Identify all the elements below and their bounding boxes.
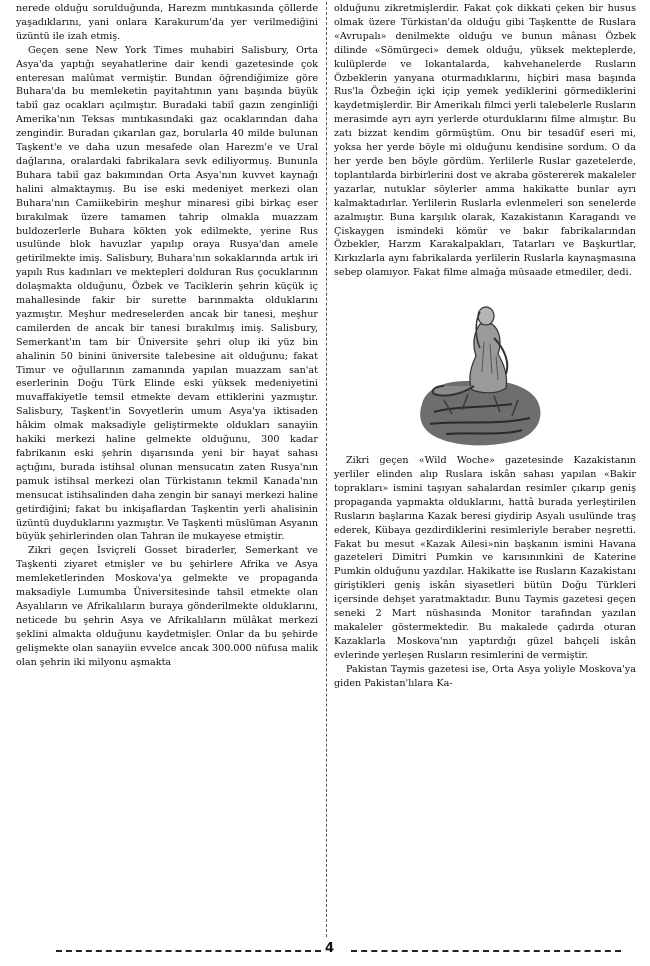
document-page <box>16 2 636 962</box>
paragraph: Geçen sene New York Times muhabiri Salisbury, Orta Asya'da yaptığı seyahatlerine dair kendi gazetesinde çok enteresan malûmat vermiştir. Bundan öğrendiğimize göre Buhara'da bu memleketin payitahtının yanı başında büyük tabiî gaz ocakları açılmıştır. Buradaki tabiî gazın zenginliği Amerika'nın Teksas mıntıkasındaki gaz ocaklarından daha zengindir. Buradan çıkarılan gaz, borularla 40 milde bulunan Taşkent'e ve daha uzun mesafede olan Harezm'e ve Ural dağlarına, oralardaki fabrikalara sevk ediliyormuş. Bununla Buhara tabiî gaz bakımından Orta Asya'nın kuvvet kaynağı halini almaktaymış. Bu ise eski medeniyet merkezi olan Buhara'nın Camiikebirin meşhur minaresi gibi birkaç eser bırakılmak üzere tamamen tahrip olmakla muazzam buldozerlerle Buhara kökten yok edilmekte, yerine Rus usulünde blok havuzlar yapılıp oraya Rusya'dan amele getirilmekte imiş. Salisbury, Buhara'nın sokaklarında artık iri yapılı Rus kadınları ve mektepleri dolduran Rus çocuklarının dolaşmakta olduğunu, Özbek ve Taciklerin şehrin küçük iç mahallesinde fakir bir surette barınmakta olduklarını yazmıştır. Meşhur medreselerden ancak bir tanesi, meşhur camilerden de ancak bir tanesi bırakılmış imiş. Salisbury, Semerkant'ın tam bir Üniversite şehri olup iki yüz bin ahalinin 50 binini üniversite talebesine ait olduğunu; fakat Timur ve oğullarının zamanında yapılan muazzam san'at eserlerinin Doğu Türk Elinde eski yüksek medeniyetini muvaffakiyetle temsil etmekte devam ettiklerini yazmıştır. Salisbury, Taşkent'in Sovyetlerin umum Asya'ya iktisaden hâkim olmak maksadiyle geliştirmekte oldukları sanayiin hakiki merkezi haline gelmekte olduğunu, 300 kadar fabrikanın eski şehrin dışarısında yeni bir hayat sahası açtığını, burada istihsal olunan mensucatın zaten Rusya'nın pamuk istihsal merkezi olan Türkistanın tekmil Kanada'nın mensucat istihsalinden daha zengin bir sanayi merkezi haline getirdiğini; fakat bu inkişaflardan Taşkentin yerli ahalisinin üzüntü duyduklarını yazmıştır. Ve Taşkenti müslüman Asyanın büyük şehirlerinden olan Tahran ile mukayese etmiştir. <box>16 44 318 543</box>
paragraph: Pakistan Taymis gazetesi ise, Orta Asya yoliyle Moskova'ya giden Pakistan'lılara Ka- <box>334 663 636 689</box>
left-column <box>16 2 318 670</box>
column-divider <box>326 2 327 937</box>
right-column <box>334 2 636 691</box>
seated-figure-statue-illustration <box>334 282 636 454</box>
footer-rule-right <box>351 950 621 952</box>
footer-rule-left <box>56 950 321 952</box>
paragraph: Zikri geçen «Wild Woche» gazetesinde Kazakistanın yerliler elinden alıp Ruslara iskân sahası yapılan «Bakir toprakları» ismini taşıyan sahalardan resimler çıkarıp geniş propaganda yapmakta olduklarını, hattâ burada yerleştirilen Rusların başlarına Kazak beresi giydirip Asyalı usulünde traş ederek, Kübaya gezdirdiklerini resimleriyle beraber neşretti. Fakat bu mesut «Kazak Ailesi»nin başkanın ismini Havana gazeteleri Dimitri Pumkin ve karısınınkini de Katerine Pumkin olduğunu yazdılar. Hakikatte ise Rusların Kazakistanı giriştikleri geniş iskân siyasetleri bütün Doğu Türkleri içersinde dehşet yaratmaktadır. Bunu Taymis gazetesi geçen seneki 2 Mart nüshasında Monitor tarafından yazılan makaleler göstermektedir. Bu makalede çadırda oturan Kazaklarla Moskova'nın yaptırdığı güzel bahçeli iskân evlerinde yerleşen Rusların resimlerini de vermiştir. <box>334 455 636 661</box>
figure <box>334 282 636 454</box>
paragraph: Zikri geçen İsviçreli Gosset biraderler, Semerkant ve Taşkenti ziyaret etmişler ve bu şehirlere Afrika ve Asya memleketlerinden Moskova'ya gelmekte ve propaganda maksadiyle Lumumba Üniversitesinde tahsil etmekte olan Asyalıların ve Afrikalıların buraya gönderilmekte olduklarını, neticede bu şehrin Asya ve Afrikalıların mülâkat merkezi şeklini almakta olduğunu kaydetmişler. Onlar da bu şehirde gelişmekte olan sanayiin evvelce ancak 300.000 nüfusa malik olan şehrin iki milyonu aşmakta <box>16 545 318 668</box>
paragraph: olduğunu zikretmişlerdir. Fakat çok dikkati çeken bir husus olmak üzere Türkistan'da olduğu gibi Taşkentte de Ruslara «Avrupalı» denilmekte olduğu ve bunun mânası Özbek dilinde «Sömürgeci» demek olduğu, yüksek mekteplerde, kulüplerde ve lokantalarda, kahvehanelerde Rusların Özbeklerin yanyana oturmadıklarını, hiçbiri masa başında Rus'la Özbeğin içki içip yemek yediklerini görmediklerini kaydetmişlerdir. Bir Amerikalı filmci yerli talebelerle Rusların merasimde ayrı ayrı yerlerde oturduklarını filme almıştır. Bu zatı bizzat kendim görmüştüm. Onu bir tesadüf eseri mi, yoksa her yerde böyle mi olduğunu kendisine sordum. O da her yerde ben böyle gördüm. Yerlilerle Ruslar gazetelerde, toplantılarda birbirlerini dost ve akraba göstererek makaleler yazarlar, nutuklar söylerler amma hakikatte bunlar ayrı kalmaktadırlar. Yerlilerin Ruslarla evlenmeleri son senelerde azalmıştır. Buna karşılık olarak, Kazakistanın Karagandı ve Çiskaygen ismindeki kömür ve bakır fabrikalarından Özbekler, Harzm Karakalpakları, Tatarları ve Başkurtlar, Kırkızlarla aynı fabrikalarda yerlilerin Ruslarla kaynaşmasına sebep olamıyor. Fakat filme almağa müsaade etmediler, dedi. <box>334 3 636 279</box>
page-number: 4 <box>325 941 335 956</box>
paragraph: nerede olduğu sorulduğunda, Harezm mıntıkasında çöllerde yaşadıklarını, yani onlara Karakurum'da yer verilmediğini üzüntü ile izah etmiş. <box>16 3 318 42</box>
page-footer <box>16 940 636 960</box>
